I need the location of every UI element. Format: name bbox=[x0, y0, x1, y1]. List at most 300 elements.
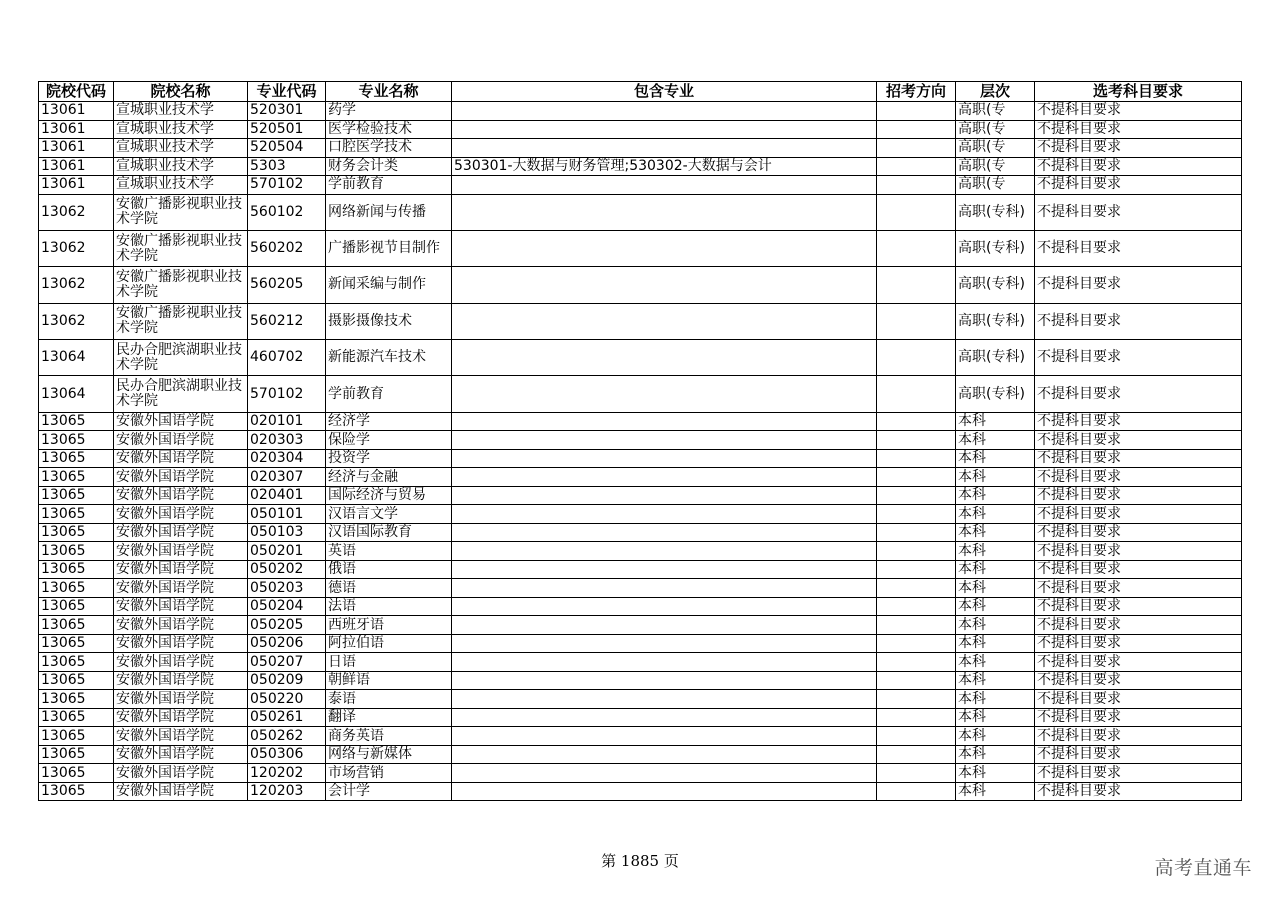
cell-subject-requirement: 不提科目要求 bbox=[1035, 449, 1242, 468]
cell-school-name: 安徽外国语学院 bbox=[114, 542, 248, 561]
cell-subject-requirement: 不提科目要求 bbox=[1035, 120, 1242, 139]
cell-school-name: 安徽外国语学院 bbox=[114, 671, 248, 690]
cell-level: 高职(专 bbox=[956, 102, 1035, 121]
cell-subject-requirement: 不提科目要求 bbox=[1035, 267, 1242, 303]
cell-major-code: 120203 bbox=[248, 782, 326, 801]
cell-direction bbox=[877, 303, 956, 339]
cell-school-name: 安徽外国语学院 bbox=[114, 468, 248, 487]
cell-school-code: 13065 bbox=[39, 782, 114, 801]
cell-level: 高职(专科) bbox=[956, 303, 1035, 339]
cell-direction bbox=[877, 139, 956, 158]
cell-school-name: 宣城职业技术学 bbox=[114, 176, 248, 195]
cell-school-code: 13064 bbox=[39, 376, 114, 412]
cell-direction bbox=[877, 579, 956, 598]
cell-direction bbox=[877, 782, 956, 801]
cell-school-code: 13065 bbox=[39, 597, 114, 616]
cell-major-name: 商务英语 bbox=[326, 727, 452, 746]
header-row bbox=[39, 82, 1242, 102]
cell-school-code: 13061 bbox=[39, 120, 114, 139]
cell-direction bbox=[877, 764, 956, 783]
cell-included-majors bbox=[452, 267, 877, 303]
cell-major-name: 泰语 bbox=[326, 690, 452, 709]
cell-school-name: 安徽外国语学院 bbox=[114, 579, 248, 598]
cell-major-name: 药学 bbox=[326, 102, 452, 121]
cell-level: 本科 bbox=[956, 449, 1035, 468]
cell-school-code: 13061 bbox=[39, 176, 114, 195]
table-row bbox=[39, 542, 1242, 561]
cell-included-majors bbox=[452, 412, 877, 431]
cell-included-majors bbox=[452, 468, 877, 487]
cell-school-name: 安徽外国语学院 bbox=[114, 597, 248, 616]
cell-included-majors bbox=[452, 176, 877, 195]
cell-included-majors bbox=[452, 523, 877, 542]
table-row bbox=[39, 745, 1242, 764]
cell-level: 本科 bbox=[956, 505, 1035, 524]
cell-major-code: 050262 bbox=[248, 727, 326, 746]
cell-level: 本科 bbox=[956, 486, 1035, 505]
cell-direction bbox=[877, 486, 956, 505]
cell-school-code: 13064 bbox=[39, 340, 114, 376]
cell-major-code: 120202 bbox=[248, 764, 326, 783]
cell-school-code: 13065 bbox=[39, 431, 114, 450]
table-row bbox=[39, 690, 1242, 709]
table-row bbox=[39, 634, 1242, 653]
cell-major-name: 国际经济与贸易 bbox=[326, 486, 452, 505]
cell-major-name: 会计学 bbox=[326, 782, 452, 801]
cell-subject-requirement: 不提科目要求 bbox=[1035, 616, 1242, 635]
cell-school-code: 13065 bbox=[39, 560, 114, 579]
cell-included-majors bbox=[452, 653, 877, 672]
cell-level: 高职(专 bbox=[956, 176, 1035, 195]
cell-major-name: 保险学 bbox=[326, 431, 452, 450]
cell-major-name: 新能源汽车技术 bbox=[326, 340, 452, 376]
cell-level: 本科 bbox=[956, 431, 1035, 450]
cell-included-majors bbox=[452, 303, 877, 339]
cell-level: 本科 bbox=[956, 597, 1035, 616]
cell-level: 高职(专科) bbox=[956, 267, 1035, 303]
table-row bbox=[39, 764, 1242, 783]
header-level: 层次 bbox=[956, 82, 1035, 102]
cell-major-code: 050261 bbox=[248, 708, 326, 727]
cell-school-code: 13062 bbox=[39, 230, 114, 266]
cell-subject-requirement: 不提科目要求 bbox=[1035, 782, 1242, 801]
cell-subject-requirement: 不提科目要求 bbox=[1035, 139, 1242, 158]
cell-included-majors bbox=[452, 230, 877, 266]
cell-included-majors bbox=[452, 616, 877, 635]
cell-school-code: 13065 bbox=[39, 745, 114, 764]
cell-school-code: 13065 bbox=[39, 653, 114, 672]
cell-subject-requirement: 不提科目要求 bbox=[1035, 431, 1242, 450]
cell-direction bbox=[877, 194, 956, 230]
cell-major-name: 经济学 bbox=[326, 412, 452, 431]
cell-school-name: 安徽外国语学院 bbox=[114, 782, 248, 801]
header-school-code: 院校代码 bbox=[39, 82, 114, 102]
table-row bbox=[39, 708, 1242, 727]
cell-level: 本科 bbox=[956, 690, 1035, 709]
cell-school-name: 宣城职业技术学 bbox=[114, 157, 248, 176]
cell-school-code: 13065 bbox=[39, 764, 114, 783]
cell-level: 本科 bbox=[956, 727, 1035, 746]
cell-major-name: 网络新闻与传播 bbox=[326, 194, 452, 230]
table-row bbox=[39, 782, 1242, 801]
table-row bbox=[39, 431, 1242, 450]
cell-major-name: 德语 bbox=[326, 579, 452, 598]
table-row bbox=[39, 727, 1242, 746]
cell-school-code: 13061 bbox=[39, 139, 114, 158]
cell-school-code: 13061 bbox=[39, 157, 114, 176]
cell-included-majors bbox=[452, 449, 877, 468]
cell-subject-requirement: 不提科目要求 bbox=[1035, 579, 1242, 598]
cell-subject-requirement: 不提科目要求 bbox=[1035, 157, 1242, 176]
cell-direction bbox=[877, 634, 956, 653]
cell-school-code: 13065 bbox=[39, 708, 114, 727]
cell-major-code: 050103 bbox=[248, 523, 326, 542]
cell-subject-requirement: 不提科目要求 bbox=[1035, 102, 1242, 121]
cell-subject-requirement: 不提科目要求 bbox=[1035, 690, 1242, 709]
cell-level: 高职(专科) bbox=[956, 230, 1035, 266]
cell-major-code: 570102 bbox=[248, 376, 326, 412]
cell-subject-requirement: 不提科目要求 bbox=[1035, 468, 1242, 487]
header-included-majors: 包含专业 bbox=[452, 82, 877, 102]
cell-subject-requirement: 不提科目要求 bbox=[1035, 671, 1242, 690]
table-row bbox=[39, 376, 1242, 412]
cell-direction bbox=[877, 376, 956, 412]
cell-school-code: 13065 bbox=[39, 634, 114, 653]
cell-direction bbox=[877, 597, 956, 616]
cell-direction bbox=[877, 468, 956, 487]
cell-major-code: 050101 bbox=[248, 505, 326, 524]
table-row bbox=[39, 616, 1242, 635]
cell-direction bbox=[877, 120, 956, 139]
cell-subject-requirement: 不提科目要求 bbox=[1035, 727, 1242, 746]
cell-school-code: 13065 bbox=[39, 412, 114, 431]
cell-level: 高职(专 bbox=[956, 120, 1035, 139]
cell-major-name: 汉语言文学 bbox=[326, 505, 452, 524]
cell-school-name: 安徽外国语学院 bbox=[114, 560, 248, 579]
cell-level: 本科 bbox=[956, 616, 1035, 635]
cell-major-code: 560205 bbox=[248, 267, 326, 303]
cell-major-name: 日语 bbox=[326, 653, 452, 672]
cell-included-majors bbox=[452, 505, 877, 524]
cell-level: 本科 bbox=[956, 764, 1035, 783]
cell-subject-requirement: 不提科目要求 bbox=[1035, 653, 1242, 672]
cell-included-majors bbox=[452, 634, 877, 653]
header-subject-requirement: 选考科目要求 bbox=[1035, 82, 1242, 102]
cell-school-code: 13065 bbox=[39, 449, 114, 468]
cell-school-name: 安徽外国语学院 bbox=[114, 690, 248, 709]
cell-school-name: 安徽广播影视职业技术学院 bbox=[114, 267, 248, 303]
cell-school-name: 安徽外国语学院 bbox=[114, 727, 248, 746]
cell-major-code: 020303 bbox=[248, 431, 326, 450]
cell-school-code: 13061 bbox=[39, 102, 114, 121]
watermark: 高考直通车 bbox=[1154, 857, 1252, 879]
cell-major-code: 020101 bbox=[248, 412, 326, 431]
cell-major-code: 050202 bbox=[248, 560, 326, 579]
cell-subject-requirement: 不提科目要求 bbox=[1035, 194, 1242, 230]
header-direction: 招考方向 bbox=[877, 82, 956, 102]
cell-major-name: 学前教育 bbox=[326, 176, 452, 195]
cell-major-name: 阿拉伯语 bbox=[326, 634, 452, 653]
cell-subject-requirement: 不提科目要求 bbox=[1035, 560, 1242, 579]
cell-major-name: 学前教育 bbox=[326, 376, 452, 412]
cell-major-code: 050201 bbox=[248, 542, 326, 561]
cell-major-code: 520504 bbox=[248, 139, 326, 158]
table-row bbox=[39, 157, 1242, 176]
page-number: 第 1885 页 bbox=[601, 852, 679, 870]
table-row bbox=[39, 671, 1242, 690]
table-row bbox=[39, 579, 1242, 598]
cell-included-majors bbox=[452, 597, 877, 616]
header-major-code: 专业代码 bbox=[248, 82, 326, 102]
cell-major-code: 050204 bbox=[248, 597, 326, 616]
cell-subject-requirement: 不提科目要求 bbox=[1035, 412, 1242, 431]
cell-subject-requirement: 不提科目要求 bbox=[1035, 634, 1242, 653]
cell-subject-requirement: 不提科目要求 bbox=[1035, 486, 1242, 505]
cell-school-name: 安徽外国语学院 bbox=[114, 616, 248, 635]
cell-major-code: 520501 bbox=[248, 120, 326, 139]
cell-major-code: 050220 bbox=[248, 690, 326, 709]
cell-direction bbox=[877, 560, 956, 579]
cell-major-code: 020401 bbox=[248, 486, 326, 505]
cell-school-name: 安徽广播影视职业技术学院 bbox=[114, 230, 248, 266]
cell-school-name: 安徽外国语学院 bbox=[114, 431, 248, 450]
cell-school-code: 13062 bbox=[39, 194, 114, 230]
cell-school-code: 13065 bbox=[39, 486, 114, 505]
table-row bbox=[39, 468, 1242, 487]
table-row bbox=[39, 486, 1242, 505]
cell-level: 本科 bbox=[956, 579, 1035, 598]
cell-direction bbox=[877, 671, 956, 690]
cell-subject-requirement: 不提科目要求 bbox=[1035, 597, 1242, 616]
cell-subject-requirement: 不提科目要求 bbox=[1035, 542, 1242, 561]
cell-included-majors bbox=[452, 139, 877, 158]
cell-school-name: 安徽外国语学院 bbox=[114, 653, 248, 672]
cell-level: 本科 bbox=[956, 782, 1035, 801]
cell-school-name: 民办合肥滨湖职业技术学院 bbox=[114, 340, 248, 376]
cell-level: 本科 bbox=[956, 653, 1035, 672]
cell-major-name: 法语 bbox=[326, 597, 452, 616]
cell-level: 本科 bbox=[956, 671, 1035, 690]
cell-direction bbox=[877, 267, 956, 303]
cell-included-majors bbox=[452, 745, 877, 764]
cell-subject-requirement: 不提科目要求 bbox=[1035, 523, 1242, 542]
cell-school-name: 安徽外国语学院 bbox=[114, 486, 248, 505]
cell-school-name: 安徽广播影视职业技术学院 bbox=[114, 303, 248, 339]
cell-school-name: 安徽外国语学院 bbox=[114, 708, 248, 727]
cell-school-name: 安徽外国语学院 bbox=[114, 449, 248, 468]
cell-level: 高职(专科) bbox=[956, 376, 1035, 412]
cell-subject-requirement: 不提科目要求 bbox=[1035, 303, 1242, 339]
table-row bbox=[39, 176, 1242, 195]
cell-included-majors bbox=[452, 708, 877, 727]
cell-direction bbox=[877, 157, 956, 176]
cell-direction bbox=[877, 727, 956, 746]
cell-school-code: 13065 bbox=[39, 468, 114, 487]
cell-included-majors bbox=[452, 542, 877, 561]
cell-major-code: 050205 bbox=[248, 616, 326, 635]
cell-direction bbox=[877, 690, 956, 709]
cell-school-name: 安徽外国语学院 bbox=[114, 745, 248, 764]
cell-school-code: 13065 bbox=[39, 616, 114, 635]
cell-included-majors bbox=[452, 579, 877, 598]
cell-level: 本科 bbox=[956, 634, 1035, 653]
cell-school-name: 宣城职业技术学 bbox=[114, 102, 248, 121]
cell-school-code: 13065 bbox=[39, 505, 114, 524]
table-row bbox=[39, 303, 1242, 339]
cell-direction bbox=[877, 449, 956, 468]
cell-school-code: 13065 bbox=[39, 727, 114, 746]
cell-level: 高职(专 bbox=[956, 157, 1035, 176]
table-row bbox=[39, 230, 1242, 266]
cell-major-name: 口腔医学技术 bbox=[326, 139, 452, 158]
cell-school-name: 宣城职业技术学 bbox=[114, 120, 248, 139]
cell-included-majors bbox=[452, 102, 877, 121]
cell-major-code: 050203 bbox=[248, 579, 326, 598]
cell-direction bbox=[877, 745, 956, 764]
cell-level: 本科 bbox=[956, 468, 1035, 487]
table-row bbox=[39, 340, 1242, 376]
cell-major-name: 翻译 bbox=[326, 708, 452, 727]
cell-major-code: 050306 bbox=[248, 745, 326, 764]
table-row bbox=[39, 267, 1242, 303]
cell-direction bbox=[877, 340, 956, 376]
cell-subject-requirement: 不提科目要求 bbox=[1035, 230, 1242, 266]
header-major-name: 专业名称 bbox=[326, 82, 452, 102]
cell-direction bbox=[877, 412, 956, 431]
cell-included-majors: 530301-大数据与财务管理;530302-大数据与会计 bbox=[452, 157, 877, 176]
cell-included-majors bbox=[452, 376, 877, 412]
cell-major-name: 汉语国际教育 bbox=[326, 523, 452, 542]
cell-subject-requirement: 不提科目要求 bbox=[1035, 505, 1242, 524]
cell-included-majors bbox=[452, 560, 877, 579]
cell-included-majors bbox=[452, 727, 877, 746]
cell-major-code: 5303 bbox=[248, 157, 326, 176]
cell-school-code: 13065 bbox=[39, 690, 114, 709]
cell-subject-requirement: 不提科目要求 bbox=[1035, 764, 1242, 783]
table-row bbox=[39, 653, 1242, 672]
cell-subject-requirement: 不提科目要求 bbox=[1035, 745, 1242, 764]
cell-level: 本科 bbox=[956, 560, 1035, 579]
cell-level: 本科 bbox=[956, 745, 1035, 764]
cell-school-name: 安徽外国语学院 bbox=[114, 634, 248, 653]
cell-school-code: 13062 bbox=[39, 303, 114, 339]
cell-major-name: 新闻采编与制作 bbox=[326, 267, 452, 303]
cell-direction bbox=[877, 431, 956, 450]
table-row bbox=[39, 102, 1242, 121]
cell-school-code: 13065 bbox=[39, 542, 114, 561]
cell-major-name: 英语 bbox=[326, 542, 452, 561]
cell-major-code: 560102 bbox=[248, 194, 326, 230]
table-row bbox=[39, 560, 1242, 579]
cell-included-majors bbox=[452, 782, 877, 801]
table-row bbox=[39, 194, 1242, 230]
cell-major-name: 俄语 bbox=[326, 560, 452, 579]
cell-school-code: 13065 bbox=[39, 671, 114, 690]
table-row bbox=[39, 120, 1242, 139]
cell-major-name: 朝鲜语 bbox=[326, 671, 452, 690]
cell-included-majors bbox=[452, 431, 877, 450]
cell-school-name: 安徽广播影视职业技术学院 bbox=[114, 194, 248, 230]
cell-included-majors bbox=[452, 120, 877, 139]
cell-school-name: 安徽外国语学院 bbox=[114, 764, 248, 783]
table-row bbox=[39, 412, 1242, 431]
cell-major-code: 560212 bbox=[248, 303, 326, 339]
cell-level: 本科 bbox=[956, 412, 1035, 431]
cell-major-name: 财务会计类 bbox=[326, 157, 452, 176]
cell-school-code: 13062 bbox=[39, 267, 114, 303]
cell-direction bbox=[877, 523, 956, 542]
cell-subject-requirement: 不提科目要求 bbox=[1035, 708, 1242, 727]
cell-major-name: 经济与金融 bbox=[326, 468, 452, 487]
cell-level: 本科 bbox=[956, 523, 1035, 542]
cell-major-code: 020307 bbox=[248, 468, 326, 487]
table-row bbox=[39, 523, 1242, 542]
cell-major-code: 050206 bbox=[248, 634, 326, 653]
cell-direction bbox=[877, 176, 956, 195]
cell-major-code: 460702 bbox=[248, 340, 326, 376]
cell-major-code: 020304 bbox=[248, 449, 326, 468]
cell-major-code: 050209 bbox=[248, 671, 326, 690]
cell-school-name: 民办合肥滨湖职业技术学院 bbox=[114, 376, 248, 412]
cell-subject-requirement: 不提科目要求 bbox=[1035, 376, 1242, 412]
cell-level: 高职(专 bbox=[956, 139, 1035, 158]
cell-school-name: 安徽外国语学院 bbox=[114, 412, 248, 431]
cell-school-name: 安徽外国语学院 bbox=[114, 523, 248, 542]
cell-direction bbox=[877, 653, 956, 672]
cell-subject-requirement: 不提科目要求 bbox=[1035, 340, 1242, 376]
cell-included-majors bbox=[452, 340, 877, 376]
cell-direction bbox=[877, 542, 956, 561]
cell-school-code: 13065 bbox=[39, 523, 114, 542]
cell-major-name: 网络与新媒体 bbox=[326, 745, 452, 764]
table-row bbox=[39, 139, 1242, 158]
cell-major-name: 医学检验技术 bbox=[326, 120, 452, 139]
cell-direction bbox=[877, 505, 956, 524]
cell-major-name: 摄影摄像技术 bbox=[326, 303, 452, 339]
cell-major-code: 570102 bbox=[248, 176, 326, 195]
cell-direction bbox=[877, 102, 956, 121]
table-row bbox=[39, 449, 1242, 468]
cell-subject-requirement: 不提科目要求 bbox=[1035, 176, 1242, 195]
table-row bbox=[39, 505, 1242, 524]
header-school-name: 院校名称 bbox=[114, 82, 248, 102]
cell-major-code: 560202 bbox=[248, 230, 326, 266]
cell-level: 本科 bbox=[956, 542, 1035, 561]
cell-school-name: 安徽外国语学院 bbox=[114, 505, 248, 524]
cell-major-code: 050207 bbox=[248, 653, 326, 672]
cell-included-majors bbox=[452, 764, 877, 783]
cell-major-code: 520301 bbox=[248, 102, 326, 121]
cell-direction bbox=[877, 230, 956, 266]
cell-level: 本科 bbox=[956, 708, 1035, 727]
cell-major-name: 广播影视节目制作 bbox=[326, 230, 452, 266]
cell-included-majors bbox=[452, 486, 877, 505]
admissions-table bbox=[38, 81, 1242, 801]
cell-included-majors bbox=[452, 690, 877, 709]
cell-school-code: 13065 bbox=[39, 579, 114, 598]
cell-direction bbox=[877, 616, 956, 635]
cell-included-majors bbox=[452, 194, 877, 230]
cell-level: 高职(专科) bbox=[956, 194, 1035, 230]
cell-level: 高职(专科) bbox=[956, 340, 1035, 376]
cell-major-name: 市场营销 bbox=[326, 764, 452, 783]
cell-included-majors bbox=[452, 671, 877, 690]
cell-major-name: 西班牙语 bbox=[326, 616, 452, 635]
table-row bbox=[39, 597, 1242, 616]
cell-direction bbox=[877, 708, 956, 727]
cell-major-name: 投资学 bbox=[326, 449, 452, 468]
cell-school-name: 宣城职业技术学 bbox=[114, 139, 248, 158]
